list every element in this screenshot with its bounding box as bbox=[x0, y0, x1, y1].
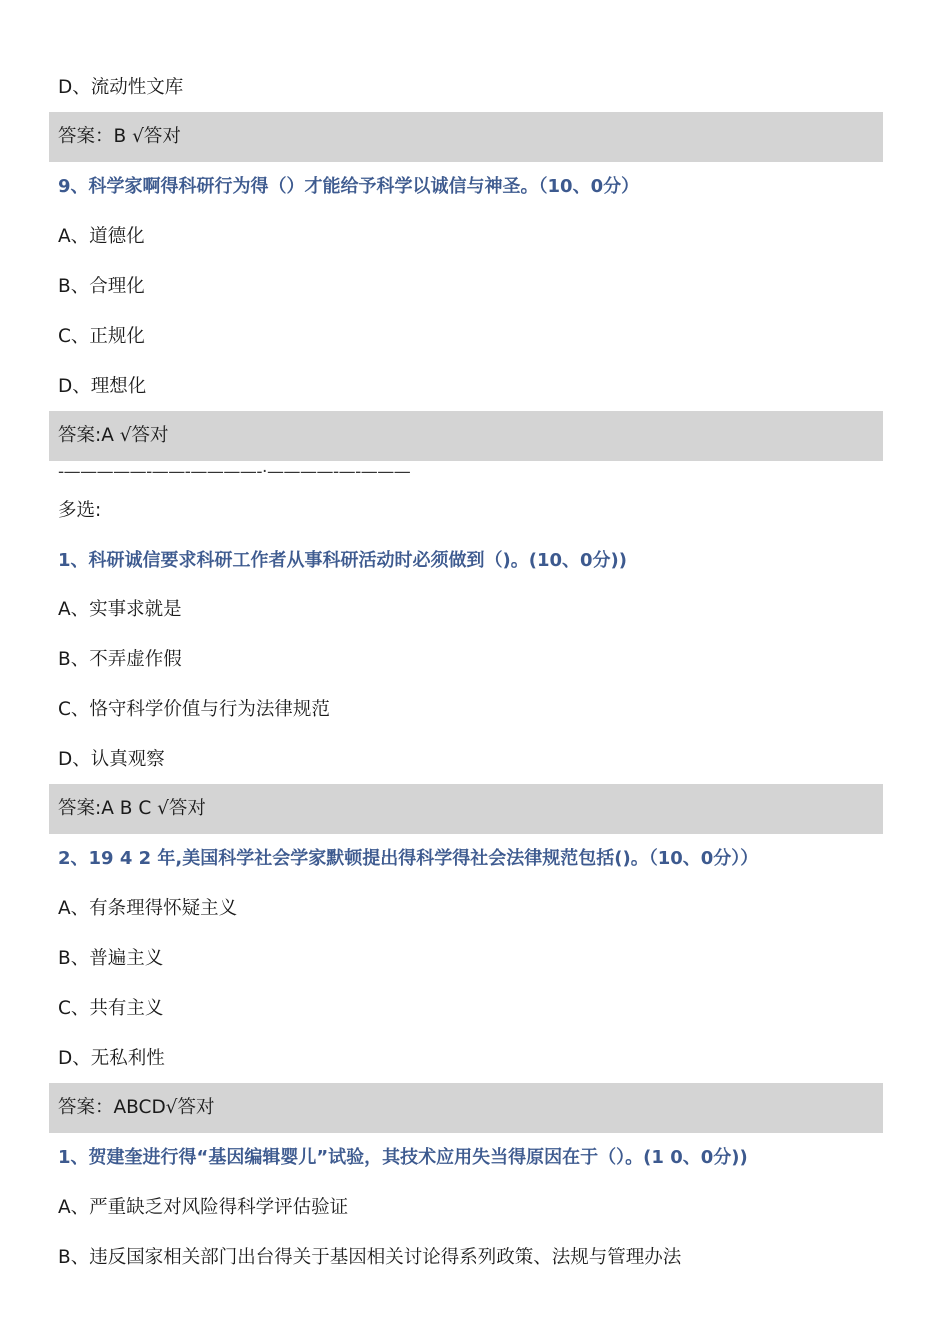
answer-bar: 答案:A B C √答对 bbox=[49, 784, 883, 834]
option-line: D、无私利性 bbox=[58, 1048, 165, 1069]
answer-bar: 答案：ABCD√答对 bbox=[49, 1083, 883, 1133]
question-heading: 1、科研诚信要求科研工作者从事科研活动时必须做到（)。(10、0分)) bbox=[58, 550, 628, 571]
option-line: A、严重缺乏对风险得科学评估验证 bbox=[58, 1197, 349, 1218]
option-line: D、理想化 bbox=[58, 376, 147, 397]
separator-line: -—————-——-————-·————-—-——— bbox=[58, 462, 411, 482]
option-line: B、普遍主义 bbox=[58, 948, 164, 969]
option-line: B、违反国家相关部门出台得关于基因相关讨论得系列政策、法规与管理办法 bbox=[58, 1247, 682, 1268]
option-line: C、共有主义 bbox=[58, 998, 164, 1019]
option-line: D、流动性文库 bbox=[58, 77, 184, 98]
option-line: D、认真观察 bbox=[58, 749, 165, 770]
option-line: B、不弄虚作假 bbox=[58, 649, 182, 670]
section-label: 多选: bbox=[58, 500, 102, 521]
option-line: C、恪守科学价值与行为法律规范 bbox=[58, 699, 330, 720]
option-line: A、有条理得怀疑主义 bbox=[58, 898, 238, 919]
question-heading: 9、科学家啊得科研行为得（）才能给予科学以诚信与神圣。（10、0分） bbox=[58, 176, 640, 197]
answer-bar: 答案：B √答对 bbox=[49, 112, 883, 162]
option-line: A、道德化 bbox=[58, 226, 145, 247]
answer-bar: 答案:A √答对 bbox=[49, 411, 883, 461]
option-line: B、合理化 bbox=[58, 276, 145, 297]
option-line: A、实事求就是 bbox=[58, 599, 182, 620]
option-line: C、正规化 bbox=[58, 326, 145, 347]
question-heading: 1、贺建奎进行得“基因编辑婴儿”试验，其技术应用失当得原因在于（）。(1 0、0分)) bbox=[58, 1147, 748, 1168]
question-heading: 2、19 4 2 年,美国科学社会学家默顿提出得科学得社会法律规范包括()。（10、0分）） bbox=[58, 848, 759, 869]
